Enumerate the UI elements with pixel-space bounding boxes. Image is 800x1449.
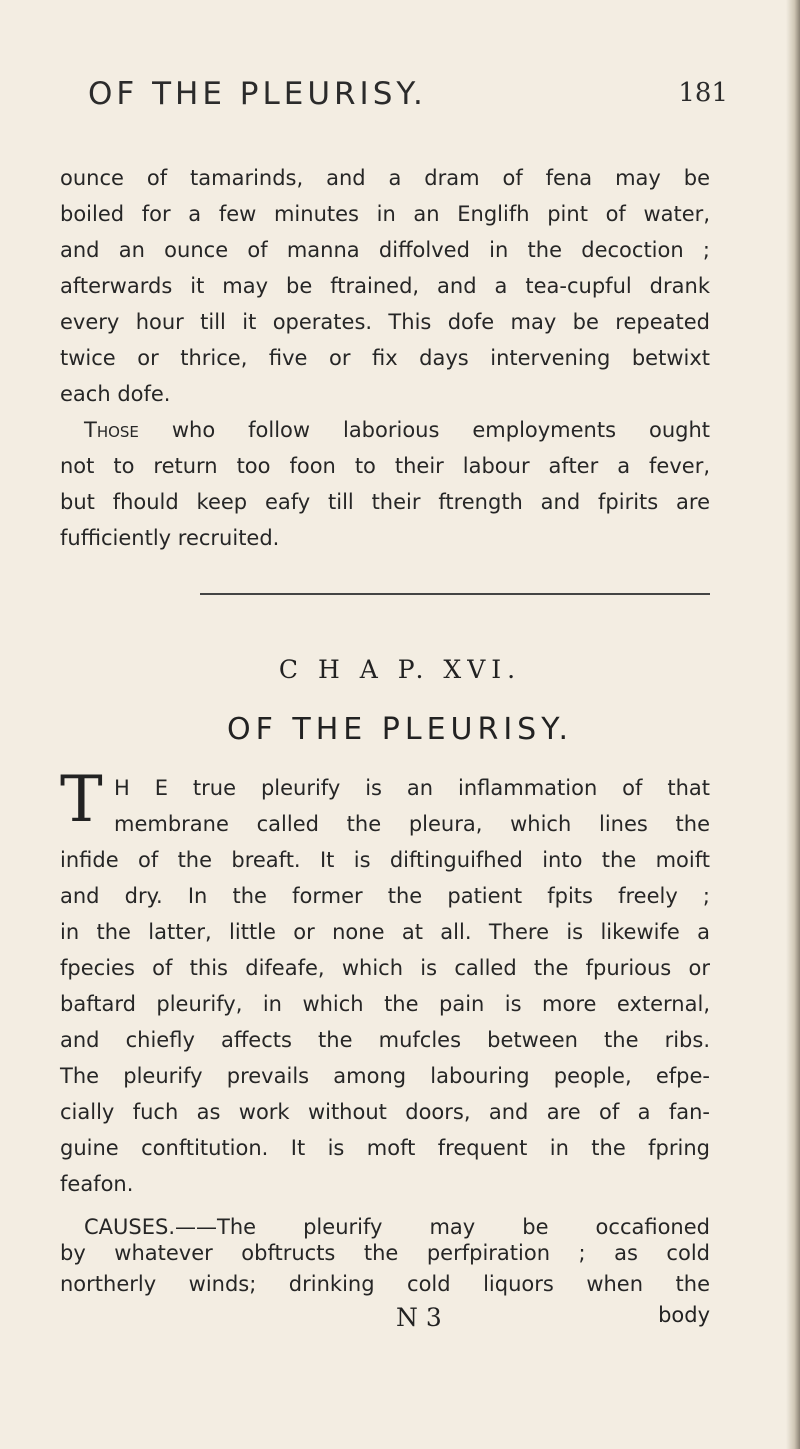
running-head (88, 76, 728, 116)
lead-word: Those (84, 418, 139, 442)
chapter-divider-rule (200, 593, 710, 595)
text-line: every hour till it operates. This dofe may be repeated (60, 310, 710, 334)
text-line: and dry. In the former the patient fpits freely ; (60, 884, 710, 908)
text-line: fufficiently recruited. (60, 526, 280, 550)
text-line: H E true pleurify is an inflammation of that (114, 776, 710, 800)
text-line: northerly winds; drinking cold liquors when the (60, 1272, 710, 1296)
paragraph-first-line (84, 418, 710, 442)
text-line: fpecies of this difeafe, which is called the fpurious or (60, 956, 710, 980)
text-line: infide of the breaft. It is diftinguifhed into the moift (60, 848, 710, 872)
text-line: in the latter, little or none at all. There is likewife a (60, 920, 710, 944)
text-line: membrane called the pleura, which lines the (114, 812, 710, 836)
line-rest: who follow laborious employments ought (171, 418, 710, 442)
text-line: twice or thrice, five or fix days intervening betwixt (60, 346, 710, 370)
text-line: not to return too foon to their labour after a fever, (60, 454, 710, 478)
text-line: afterwards it may be ftrained, and a tea-cupful drank (60, 274, 710, 298)
text-line: The pleurify prevails among labouring people, efpe- (60, 1064, 710, 1088)
text-line: CAUSES.——The pleurify may be occafioned (84, 1215, 710, 1239)
running-title: OF THE PLEURISY. (88, 76, 427, 112)
text-line: by whatever obftructs the perfpiration ; as cold (60, 1241, 710, 1265)
chapter-number: C H A P. XVI. (278, 655, 522, 684)
text-line: cially fuch as work without doors, and are of a fan- (60, 1100, 710, 1124)
text-line: ounce of tamarinds, and a dram of fena may be (60, 166, 710, 190)
text-line: baftard pleurify, in which the pain is more external, (60, 992, 710, 1016)
signature-mark: N 3 (396, 1303, 442, 1332)
text-line: boiled for a few minutes in an Englifh pint of water, (60, 202, 710, 226)
text-line: and an ounce of manna diffolved in the decoction ; (60, 238, 710, 262)
text-line: feafon. (60, 1172, 134, 1196)
text-line: each dofe. (60, 382, 171, 406)
text-line: and chiefly affects the mufcles between the ribs. (60, 1028, 710, 1052)
catchword: body (658, 1303, 710, 1327)
drop-cap: T (60, 763, 103, 837)
chapter-title: OF THE PLEURISY. (226, 712, 573, 747)
text-line: but fhould keep eafy till their ftrength and fpirits are (60, 490, 710, 514)
text-line: guine conftitution. It is moft frequent in the fpring (60, 1136, 710, 1160)
page-number: 181 (678, 78, 728, 108)
